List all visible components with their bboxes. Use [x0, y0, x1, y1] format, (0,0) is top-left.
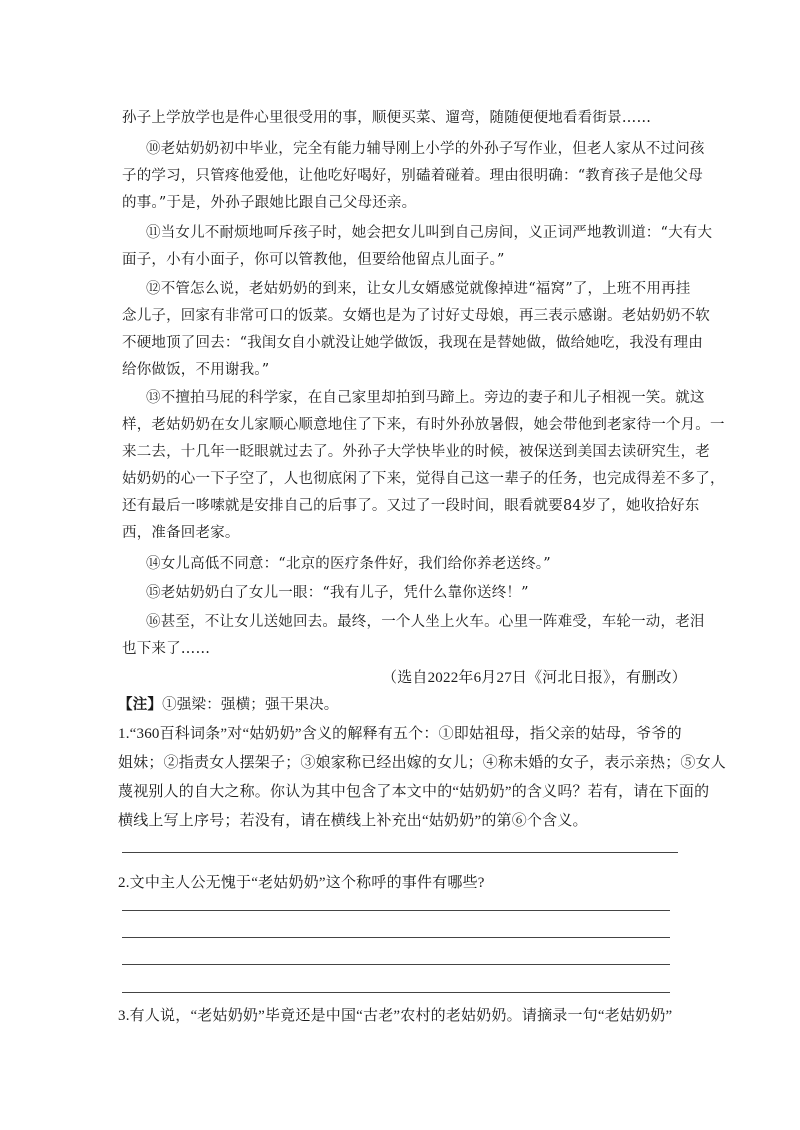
paragraph-12-line: 念儿子，回家有非常可口的饭菜。女婿也是为了讨好丈母娘，再三表示感谢。老姑奶奶不软 [122, 308, 710, 324]
paragraph-12-line: ⑫不管怎么说，老姑奶奶的到来，让女儿女婿感觉就像掉进“福窝”了，上班不用再挂 [146, 281, 691, 297]
question-1-line: 1.“360百科词条”对“姑奶奶”含义的解释有五个：①即姑祖母，指父亲的姑母，爷爷的 [118, 726, 682, 742]
question-1-line: 横线上写上序号；若没有，请在横线上补充出“姑奶奶”的第⑥个含义。 [118, 813, 588, 829]
question-1-line: 蔑视别人的自大之称。你认为其中包含了本文中的“姑奶奶”的含义吗？若有，请在下面的 [118, 784, 710, 800]
question-1-line: 姐妹；②指责女人摆架子；③娘家称已经出嫁的女儿；④称未婚的女子，表示亲热；⑤女人 [118, 755, 727, 771]
note-text: ①强梁：强横；强干果决。 [162, 697, 339, 713]
question-3-line: 3.有人说，“老姑奶奶”毕竟还是中国“古老”农村的老姑奶奶。请摘录一句“老姑奶奶” [118, 1008, 673, 1024]
paragraph-13-line: 还有最后一哆嗦就是安排自己的后事了。又过了一段时间，眼看就要84岁了，她收拾好东 [122, 498, 700, 514]
paragraph-12-line: 不硬地顶了回去：“我闺女自小就没让她学做饭，我现在是替她做，做给她吃，我没有理由 [122, 335, 703, 351]
source-citation: （选自2022年6月27日《河北日报》，有删改） [382, 670, 687, 686]
answer-line-1[interactable] [122, 852, 678, 853]
answer-line-2d[interactable] [122, 992, 670, 993]
note-label: 【注】 [118, 696, 163, 713]
paragraph-13-line: 西，准备回老家。 [122, 525, 240, 541]
paragraph-13-line: 样，老姑奶奶在女儿家顺心顺意地住了下来，有时外孙放暑假，她会带他到老家待一个月。一 [122, 417, 725, 433]
paragraph-12-line: 给你做饭，不用谢我。” [122, 362, 270, 378]
paragraph-16-line: 也下来了…… [122, 641, 211, 657]
answer-line-2a[interactable] [122, 910, 670, 911]
paragraph-10-line: ⑩老姑奶奶初中毕业，完全有能力辅导刚上小学的外孙子写作业，但老人家从不过问孩 [146, 141, 705, 157]
paragraph-15-line: ⑮老姑奶奶白了女儿一眼：“我有儿子，凭什么靠你送终！” [146, 585, 529, 601]
answer-line-2c[interactable] [122, 964, 670, 965]
paragraph-13-line: 姑奶奶的心一下子空了，人也彻底闲了下来，觉得自己这一辈子的任务，也完成得差不多了， [122, 471, 725, 487]
answer-line-2b[interactable] [122, 937, 670, 938]
note [118, 693, 339, 714]
paragraph-11-line: ⑪当女儿不耐烦地呵斥孩子时，她会把女儿叫到自己房间，义正词严地教训道：“大有大 [146, 225, 713, 241]
paragraph-13-line: 来二去，十几年一眨眼就过去了。外孙子大学快毕业的时候，被保送到美国去读研究生，老 [122, 444, 710, 460]
paragraph-10-line: 子的学习，只管疼他爱他，让他吃好喝好，别磕着碰着。理由很明确：“教育孩子是他父母 [122, 168, 703, 184]
paragraph-14-line: ⑭女儿高低不同意：“北京的医疗条件好，我们给你养老送终。” [146, 556, 551, 572]
paragraph-13-line: ⑬不擅拍马屁的科学家，在自己家里却拍到马蹄上。旁边的妻子和儿子相视一笑。就这 [146, 390, 705, 406]
paragraph-16-line: ⑯甚至，不让女儿送她回去。最终，一个人坐上火车。心里一阵难受，车轮一动，老泪 [146, 614, 705, 630]
paragraph-10-line: 的事。”于是，外孙子跟她比跟自己父母还亲。 [122, 195, 417, 211]
paragraph-11-line: 面子，小有小面子，你可以管教他，但要给他留点儿面子。” [122, 252, 505, 268]
question-2-line: 2.文中主人公无愧于“老姑奶奶”这个称呼的事件有哪些? [118, 875, 485, 891]
paragraph-9-line: 孙子上学放学也是件心里很受用的事，顺便买菜、遛弯，随随便便地看看街景…… [122, 110, 652, 126]
